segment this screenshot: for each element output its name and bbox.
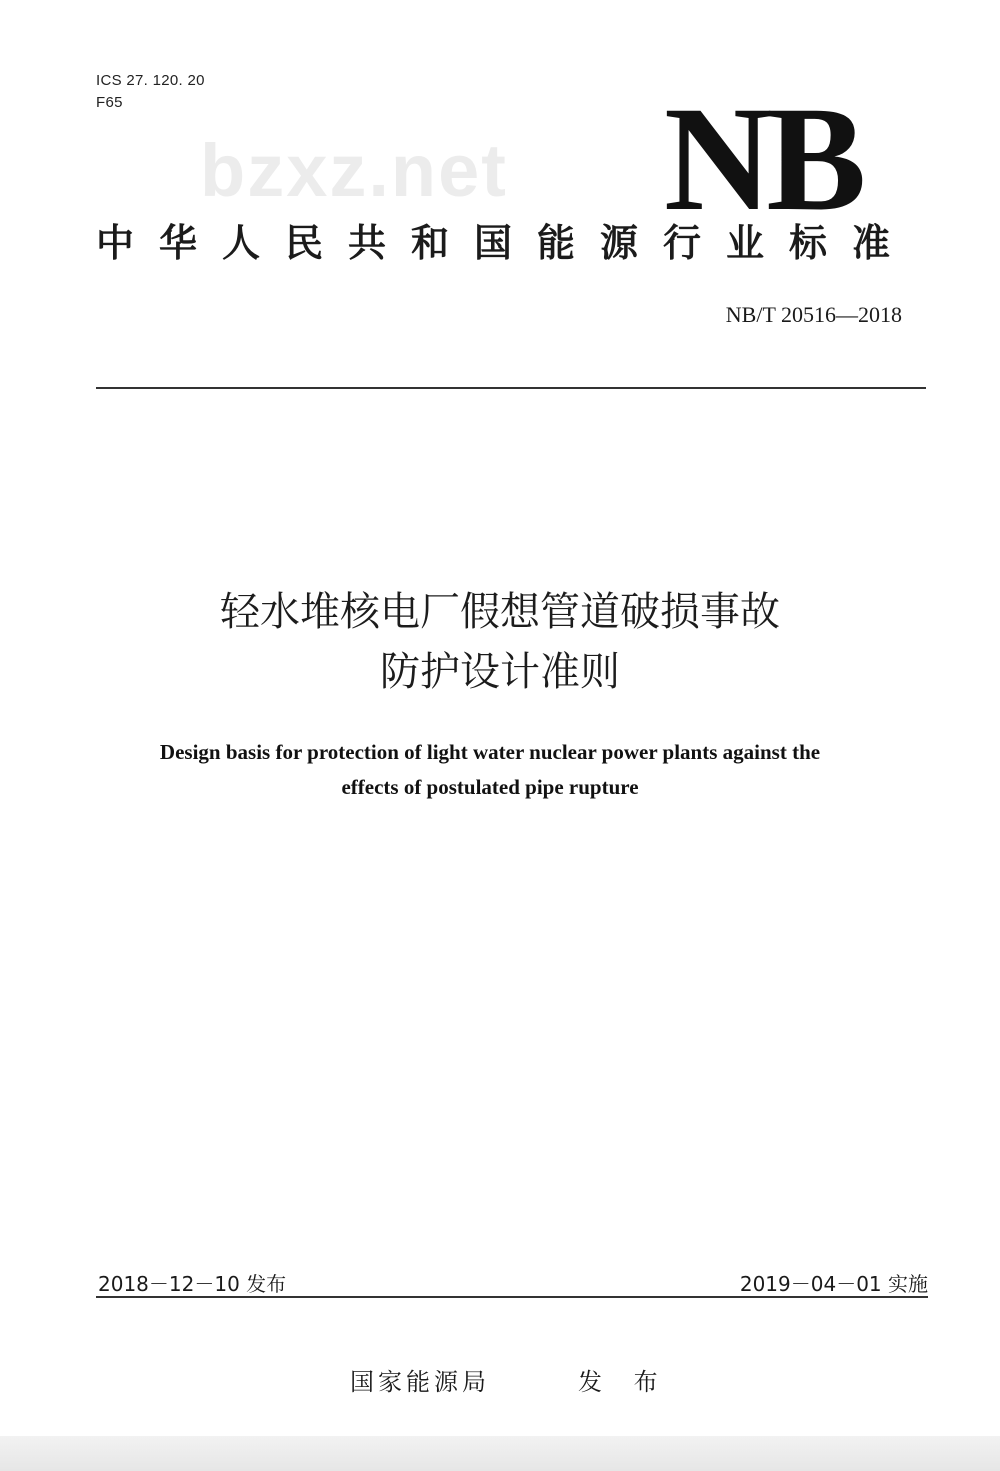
title-chinese-line-2: 防护设计准则 [380,649,620,695]
page-bottom-edge [0,1436,1000,1471]
issuer-suffix: 发 布 [578,1368,670,1396]
bottom-divider [96,1296,928,1298]
title-chinese-line-1: 轻水堆核电厂假想管道破损事故 [220,589,780,635]
classification-codes [96,70,205,114]
title-chinese [0,582,1000,702]
implementation-date: 2019－04－01 实施 [739,1272,928,1296]
standard-number: NB/T 20516—2018 [725,302,902,327]
watermark: bzxz.net [200,129,508,212]
ccs-code: F65 [96,94,123,111]
standard-category: 中华人民共和国能源行业标准 [96,221,916,265]
top-divider [96,387,926,389]
issuer-name: 国家能源局 [350,1368,490,1396]
nb-logo: NB [664,76,861,242]
ics-code: ICS 27. 120. 20 [96,72,205,89]
issue-date: 2018－12－10 发布 [98,1272,287,1296]
title-english [60,735,920,805]
title-english-line-2: effects of postulated pipe rupture [341,775,639,799]
title-english-line-1: Design basis for protection of light water nuclear power plants against the [159,740,821,764]
